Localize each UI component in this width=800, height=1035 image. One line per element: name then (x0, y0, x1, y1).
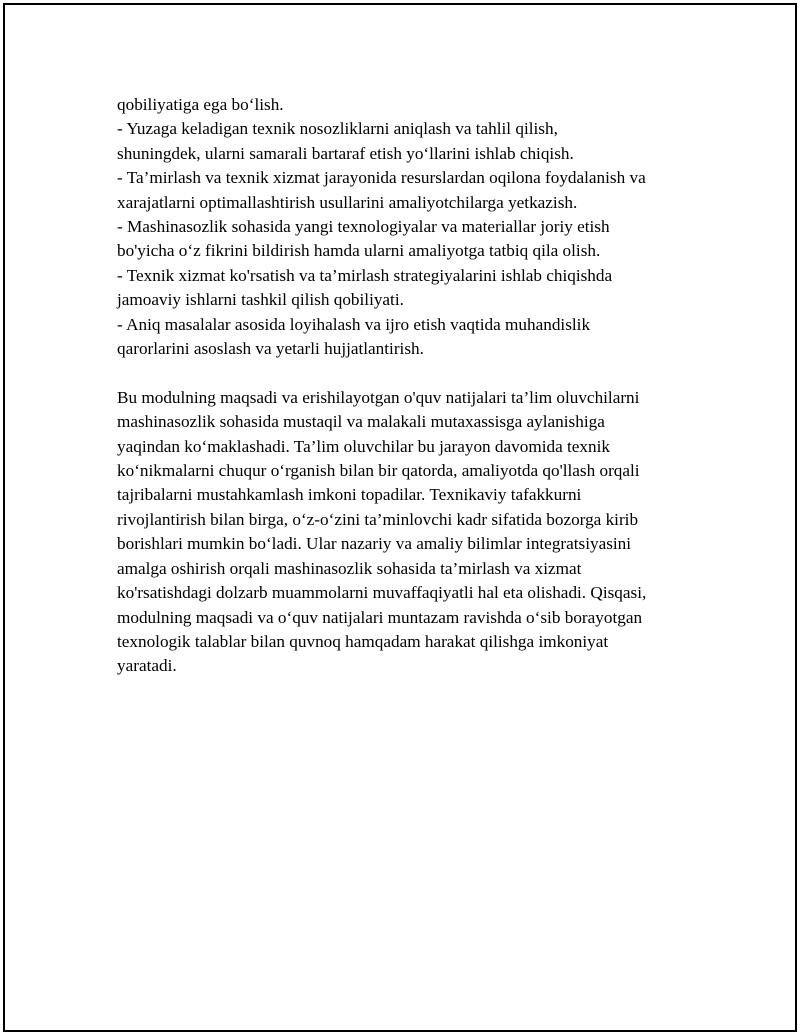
text-line: - Texnik xizmat ko'rsatish va ta’mirlash strategiyalarini ishlab chiqishda (117, 265, 613, 285)
text-line: texnologik talablar bilan quvnoq hamqadam harakat qilishga imkoniyat (117, 631, 609, 651)
paragraph-spacer (117, 361, 707, 385)
text-line: - Aniq masalalar asosida loyihalash va ijro etish vaqtida muhandislik (117, 314, 591, 334)
text-line: jamoaviy ishlarni tashkil qilish qobiliyati. (117, 290, 404, 310)
text-line: - Ta’mirlash va texnik xizmat jarayonida resurslardan oqilona foydalanish va (117, 168, 646, 188)
document-body (117, 93, 707, 679)
text-line: qobiliyatiga ega bo‘lish. (117, 95, 284, 114)
text-line: yaratadi. (117, 656, 177, 676)
text-line: rivojlantirish bilan birga, o‘z-o‘zini ta’minlovchi kadr sifatida bozorga kirib (117, 509, 639, 529)
summary-paragraph (117, 386, 707, 679)
text-line: bo'yicha o‘z fikrini bildirish hamda ularni amaliyotga tatbiq qila olish. (117, 241, 601, 261)
text-line: borishlari mumkin bo‘ladi. Ular nazariy va amaliy bilimlar integratsiyasini (117, 534, 632, 554)
text-line: ko‘nikmalarni chuqur o‘rganish bilan bir qatorda, amaliyotda qo'llash orqali (117, 461, 640, 481)
text-line: shuningdek, ularni samarali bartaraf etish yo‘llarini ishlab chiqish. (117, 143, 574, 163)
text-line: amalga oshirish orqali mashinasozlik sohasida ta’mirlash va xizmat (117, 558, 582, 578)
text-line: qarorlarini asoslash va yetarli hujjatlantirish. (117, 339, 424, 359)
text-line: xarajatlarni optimallashtirish usullarini amaliyotchilarga yetkazish. (117, 192, 578, 212)
requirements-list (117, 93, 707, 361)
text-line: ko'rsatishdagi dolzarb muammolarni muvaffaqiyatli hal eta olishadi. Qisqasi, (117, 583, 647, 603)
text-line: mashinasozlik sohasida mustaqil va malakali mutaxassisga aylanishiga (117, 412, 605, 432)
text-line: yaqindan ko‘maklashadi. Ta’lim oluvchilar bu jarayon davomida texnik (117, 436, 610, 456)
text-line: Bu modulning maqsadi va erishilayotgan o'quv natijalari ta’lim oluvchilarni (117, 387, 640, 407)
text-line: - Yuzaga keladigan texnik nosozliklarni aniqlash va tahlil qilish, (117, 119, 558, 139)
text-line: - Mashinasozlik sohasida yangi texnologiyalar va materiallar joriy etish (117, 217, 610, 237)
text-line: tajribalarni mustahkamlash imkoni topadilar. Texnikaviy tafakkurni (117, 485, 582, 505)
text-line: modulning maqsadi va o‘quv natijalari muntazam ravishda o‘sib borayotgan (117, 607, 643, 627)
